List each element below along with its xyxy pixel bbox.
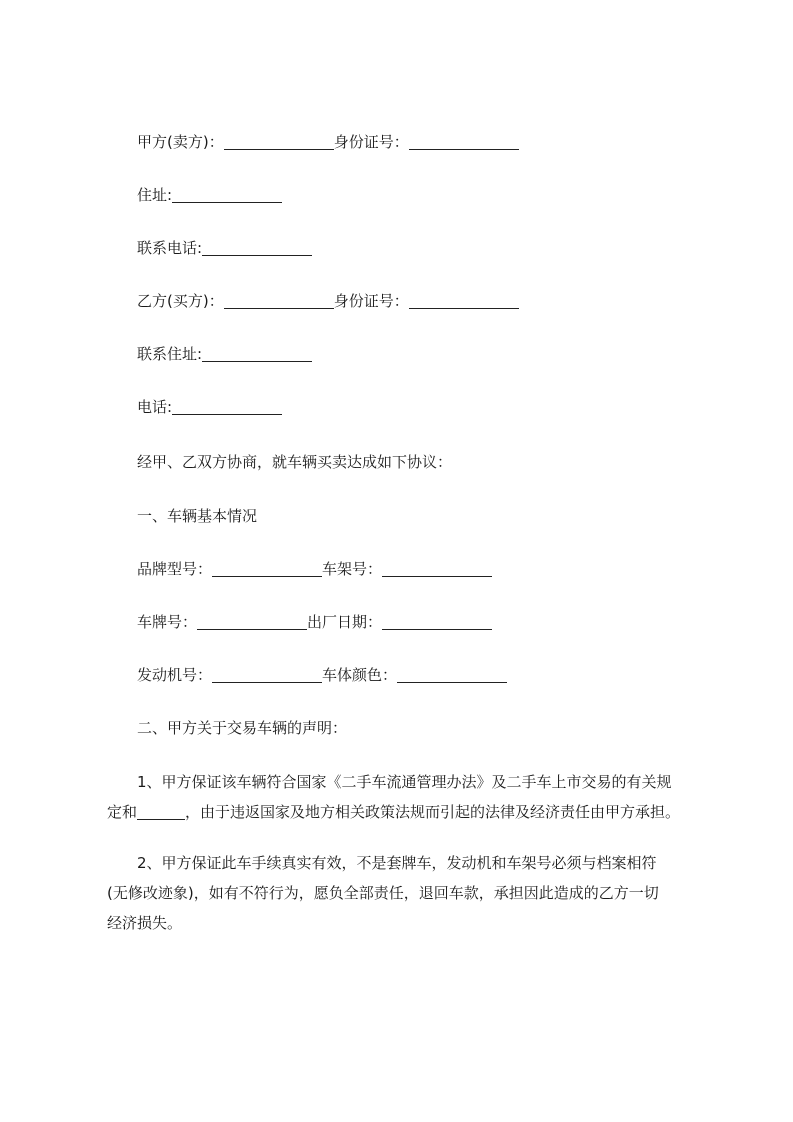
buyer-party-row: [137, 291, 519, 311]
seller-address-label: 住址:: [137, 186, 173, 204]
engine-blank[interactable]: [212, 666, 322, 683]
buyer-phone-blank[interactable]: [172, 398, 282, 415]
buyer-id-label: 身份证号：: [333, 292, 409, 310]
buyer-address-label: 联系住址:: [137, 345, 203, 363]
plate-label: 车牌号：: [137, 613, 198, 631]
seller-address-row: [137, 185, 282, 205]
section1-heading: 一、车辆基本情况: [137, 507, 258, 525]
p1-blank[interactable]: [137, 803, 185, 820]
p1-line1: 1、甲方保证该车辆符合国家《二手车流通管理办法》及二手车上市交易的有关规: [137, 773, 672, 791]
section2-heading: 二、甲方关于交易车辆的声明：: [137, 719, 348, 737]
buyer-phone-label: 电话:: [137, 398, 173, 416]
seller-party-label: 甲方(卖方)：: [137, 133, 224, 151]
p2-line2: (无修改迹象)，如有不符行为，愿负全部责任，退回车款，承担因此造成的乙方一切: [107, 884, 659, 902]
frame-blank[interactable]: [382, 560, 492, 577]
vehicle-plate-row: [137, 612, 492, 632]
seller-address-blank[interactable]: [172, 186, 282, 203]
brand-label: 品牌型号：: [137, 560, 213, 578]
seller-id-label: 身份证号：: [333, 133, 409, 151]
plate-blank[interactable]: [197, 613, 307, 630]
p2-line1: 2、甲方保证此车手续真实有效，不是套牌车，发动机和车架号必须与档案相符: [137, 854, 657, 872]
color-label: 车体颜色：: [322, 666, 398, 684]
seller-phone-row: [137, 238, 312, 258]
date-blank[interactable]: [382, 613, 492, 630]
statement-paragraph-1: [107, 767, 699, 827]
buyer-phone-row: [137, 397, 282, 417]
statement-paragraph-2: [107, 848, 699, 938]
seller-party-row: [137, 132, 519, 152]
p2-line3: 经济损失。: [107, 914, 183, 932]
date-label: 出厂日期：: [307, 613, 383, 631]
p1-line2-end: ，由于违返国家及地方相关政策法规而引起的法律及经济责任由甲方承担。: [185, 803, 681, 821]
seller-phone-label: 联系电话:: [137, 239, 203, 257]
seller-id-blank[interactable]: [409, 133, 519, 150]
vehicle-engine-row: [137, 665, 507, 685]
p1-line2: [107, 797, 699, 827]
seller-phone-blank[interactable]: [202, 239, 312, 256]
buyer-address-blank[interactable]: [202, 345, 312, 362]
buyer-name-blank[interactable]: [224, 292, 334, 309]
brand-blank[interactable]: [212, 560, 322, 577]
seller-name-blank[interactable]: [224, 133, 334, 150]
buyer-address-row: [137, 344, 312, 364]
buyer-party-label: 乙方(买方)：: [137, 292, 224, 310]
engine-label: 发动机号：: [137, 666, 213, 684]
color-blank[interactable]: [397, 666, 507, 683]
vehicle-brand-row: [137, 559, 492, 579]
agreement-intro: 经甲、乙双方协商，就车辆买卖达成如下协议：: [137, 453, 453, 471]
buyer-id-blank[interactable]: [409, 292, 519, 309]
p1-line2-start: 定和: [107, 803, 138, 821]
frame-label: 车架号：: [322, 560, 383, 578]
